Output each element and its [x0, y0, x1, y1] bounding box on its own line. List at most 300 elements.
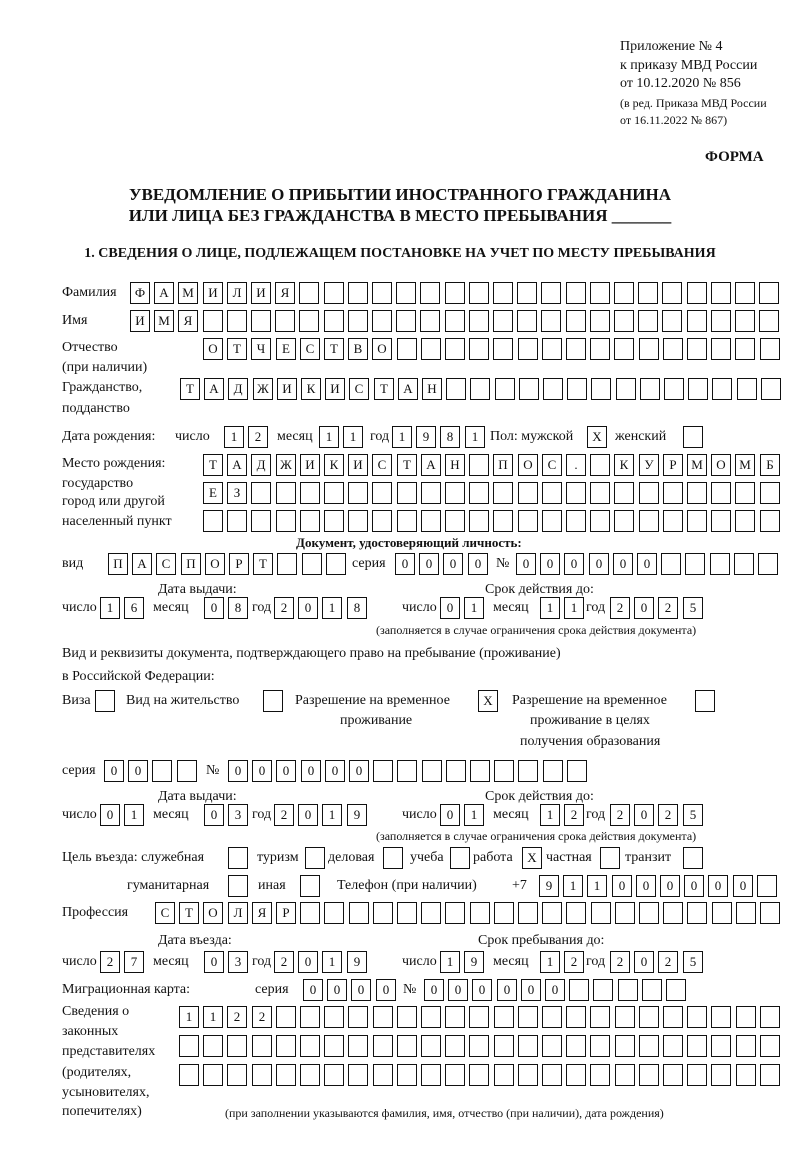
reps3-cell[interactable] — [469, 1064, 489, 1086]
id-issue-month-cell[interactable]: 8 — [228, 597, 248, 619]
profession-cell[interactable] — [300, 902, 320, 924]
profession-cell[interactable] — [663, 902, 683, 924]
reps2-cell[interactable] — [736, 1035, 756, 1057]
birth-year-cell[interactable]: 1 — [465, 426, 485, 448]
id-number-cell[interactable]: 0 — [613, 553, 633, 575]
stay-issue-day-cell[interactable]: 1 — [124, 804, 144, 826]
birth-year-cell[interactable]: 8 — [440, 426, 460, 448]
profession-cell[interactable] — [421, 902, 441, 924]
phone-cell[interactable]: 0 — [612, 875, 632, 897]
name-cell[interactable] — [541, 310, 561, 332]
reps2-cell[interactable] — [324, 1035, 344, 1057]
profession-cell[interactable] — [324, 902, 344, 924]
birth-place2-cell[interactable] — [445, 482, 465, 504]
stay-series-cell[interactable] — [177, 760, 197, 782]
reps3-cell[interactable] — [494, 1064, 514, 1086]
p-private-checkbox[interactable] — [600, 847, 620, 869]
profession-cell[interactable] — [494, 902, 514, 924]
birth-place1-cell[interactable] — [590, 454, 610, 476]
phone-cell[interactable]: 0 — [684, 875, 704, 897]
birth-place1-cell[interactable]: А — [227, 454, 247, 476]
id-issue-year-cell[interactable]: 8 — [347, 597, 367, 619]
name-cell[interactable] — [590, 310, 610, 332]
patronymic-cell[interactable] — [687, 338, 707, 360]
citizenship-cell[interactable]: И — [277, 378, 297, 400]
reps3-cell[interactable] — [373, 1064, 393, 1086]
id-kind-cell[interactable] — [277, 553, 297, 575]
birth-place1-cell[interactable]: Б — [760, 454, 780, 476]
birth-place3-cell[interactable] — [203, 510, 223, 532]
reps3-cell[interactable] — [445, 1064, 465, 1086]
name-cell[interactable] — [420, 310, 440, 332]
surname-cell[interactable] — [445, 282, 465, 304]
profession-cell[interactable] — [445, 902, 465, 924]
citizenship-cell[interactable] — [737, 378, 757, 400]
birth-place1-cell[interactable]: О — [711, 454, 731, 476]
residence-checkbox[interactable] — [263, 690, 283, 712]
mc-number-cell[interactable]: 0 — [497, 979, 517, 1001]
reps1-cell[interactable] — [276, 1006, 296, 1028]
birth-place3-cell[interactable] — [663, 510, 683, 532]
birth-place3-cell[interactable] — [735, 510, 755, 532]
p-business-checkbox[interactable] — [383, 847, 403, 869]
birth-place2-cell[interactable] — [324, 482, 344, 504]
mc-number-cell[interactable] — [642, 979, 662, 1001]
id-series-cell[interactable]: 0 — [443, 553, 463, 575]
reps3-cell[interactable] — [663, 1064, 683, 1086]
citizenship-cell[interactable]: К — [301, 378, 321, 400]
name-cell[interactable] — [299, 310, 319, 332]
birth-place2-cell[interactable] — [687, 482, 707, 504]
reps3-cell[interactable] — [179, 1064, 199, 1086]
mc-number-cell[interactable]: 0 — [424, 979, 444, 1001]
birth-place2-cell[interactable] — [348, 482, 368, 504]
birth-place2-cell[interactable] — [639, 482, 659, 504]
birth-place2-cell[interactable] — [542, 482, 562, 504]
mc-series-cell[interactable]: 0 — [351, 979, 371, 1001]
id-number-cell[interactable]: 0 — [637, 553, 657, 575]
name-cell[interactable] — [275, 310, 295, 332]
birth-place1-cell[interactable]: . — [566, 454, 586, 476]
id-issue-day-cell[interactable]: 1 — [100, 597, 120, 619]
id-valid-month-cell[interactable]: 1 — [540, 597, 560, 619]
birth-place1-cell[interactable]: Н — [445, 454, 465, 476]
reps2-cell[interactable] — [348, 1035, 368, 1057]
stay-number-cell[interactable] — [543, 760, 563, 782]
reps3-cell[interactable] — [590, 1064, 610, 1086]
p-tourism-checkbox[interactable] — [305, 847, 325, 869]
reps3-cell[interactable] — [711, 1064, 731, 1086]
birth-place2-cell[interactable] — [760, 482, 780, 504]
birth-day-cell[interactable]: 1 — [224, 426, 244, 448]
stay-series-cell[interactable]: 0 — [128, 760, 148, 782]
birth-place3-cell[interactable] — [397, 510, 417, 532]
birth-place3-cell[interactable] — [566, 510, 586, 532]
reps1-cell[interactable]: 2 — [227, 1006, 247, 1028]
birth-place1-cell[interactable]: К — [324, 454, 344, 476]
profession-cell[interactable] — [349, 902, 369, 924]
reps2-cell[interactable] — [276, 1035, 296, 1057]
citizenship-cell[interactable]: И — [325, 378, 345, 400]
reps2-cell[interactable] — [252, 1035, 272, 1057]
reps2-cell[interactable] — [760, 1035, 780, 1057]
id-number-cell[interactable] — [734, 553, 754, 575]
patronymic-cell[interactable] — [639, 338, 659, 360]
profession-cell[interactable]: О — [203, 902, 223, 924]
birth-place2-cell[interactable] — [397, 482, 417, 504]
reps1-cell[interactable] — [590, 1006, 610, 1028]
stay-valid-day-cell[interactable]: 1 — [464, 804, 484, 826]
birth-place2-cell[interactable] — [251, 482, 271, 504]
stay-issue-year-cell[interactable]: 0 — [298, 804, 318, 826]
birth-month-cell[interactable]: 1 — [319, 426, 339, 448]
surname-cell[interactable]: И — [203, 282, 223, 304]
stay-series-cell[interactable]: 0 — [104, 760, 124, 782]
surname-cell[interactable] — [299, 282, 319, 304]
name-cell[interactable]: И — [130, 310, 150, 332]
reps2-cell[interactable] — [542, 1035, 562, 1057]
mc-series-cell[interactable]: 0 — [376, 979, 396, 1001]
patronymic-cell[interactable] — [518, 338, 538, 360]
surname-cell[interactable] — [614, 282, 634, 304]
surname-cell[interactable] — [638, 282, 658, 304]
id-valid-year-cell[interactable]: 2 — [658, 597, 678, 619]
id-number-cell[interactable] — [758, 553, 778, 575]
stay-year-cell[interactable]: 2 — [610, 951, 630, 973]
birth-place1-cell[interactable]: Д — [251, 454, 271, 476]
birth-place1-cell[interactable]: И — [300, 454, 320, 476]
birth-place3-cell[interactable] — [445, 510, 465, 532]
name-cell[interactable] — [445, 310, 465, 332]
birth-place2-cell[interactable] — [372, 482, 392, 504]
reps1-cell[interactable] — [469, 1006, 489, 1028]
stay-number-cell[interactable] — [446, 760, 466, 782]
reps3-cell[interactable] — [615, 1064, 635, 1086]
birth-place2-cell[interactable]: З — [227, 482, 247, 504]
citizenship-cell[interactable]: Н — [422, 378, 442, 400]
birth-place2-cell[interactable] — [300, 482, 320, 504]
id-number-cell[interactable] — [710, 553, 730, 575]
reps3-cell[interactable] — [566, 1064, 586, 1086]
id-number-cell[interactable]: 0 — [540, 553, 560, 575]
citizenship-cell[interactable] — [664, 378, 684, 400]
entry-month-cell[interactable]: 3 — [228, 951, 248, 973]
birth-day-cell[interactable]: 2 — [248, 426, 268, 448]
reps2-cell[interactable] — [615, 1035, 635, 1057]
mc-series-cell[interactable]: 0 — [327, 979, 347, 1001]
profession-cell[interactable] — [639, 902, 659, 924]
patronymic-cell[interactable] — [421, 338, 441, 360]
reps3-cell[interactable] — [203, 1064, 223, 1086]
birth-place3-cell[interactable] — [687, 510, 707, 532]
stay-number-cell[interactable]: 0 — [276, 760, 296, 782]
birth-place1-cell[interactable]: О — [518, 454, 538, 476]
patronymic-cell[interactable] — [663, 338, 683, 360]
patronymic-cell[interactable]: Т — [227, 338, 247, 360]
name-cell[interactable] — [469, 310, 489, 332]
patronymic-cell[interactable] — [735, 338, 755, 360]
birth-place3-cell[interactable] — [493, 510, 513, 532]
citizenship-cell[interactable] — [616, 378, 636, 400]
mc-number-cell[interactable]: 0 — [545, 979, 565, 1001]
phone-cell[interactable]: 1 — [587, 875, 607, 897]
patronymic-cell[interactable]: Ч — [251, 338, 271, 360]
surname-cell[interactable]: Я — [275, 282, 295, 304]
entry-year-cell[interactable]: 9 — [347, 951, 367, 973]
p-other-checkbox[interactable] — [300, 875, 320, 897]
stay-number-cell[interactable] — [567, 760, 587, 782]
stay-month-cell[interactable]: 2 — [564, 951, 584, 973]
birth-place1-cell[interactable]: Ж — [276, 454, 296, 476]
id-valid-day-cell[interactable]: 1 — [464, 597, 484, 619]
id-number-cell[interactable] — [661, 553, 681, 575]
name-cell[interactable] — [372, 310, 392, 332]
surname-cell[interactable]: Л — [227, 282, 247, 304]
birth-place2-cell[interactable] — [711, 482, 731, 504]
birth-place3-cell[interactable] — [300, 510, 320, 532]
id-number-cell[interactable]: 0 — [589, 553, 609, 575]
reps1-cell[interactable] — [566, 1006, 586, 1028]
mc-number-cell[interactable] — [666, 979, 686, 1001]
reps1-cell[interactable] — [494, 1006, 514, 1028]
stay-valid-month-cell[interactable]: 1 — [540, 804, 560, 826]
citizenship-cell[interactable]: Д — [228, 378, 248, 400]
reps1-cell[interactable] — [736, 1006, 756, 1028]
id-issue-year-cell[interactable]: 0 — [298, 597, 318, 619]
surname-cell[interactable] — [396, 282, 416, 304]
stay-valid-year-cell[interactable]: 2 — [610, 804, 630, 826]
birth-month-cell[interactable]: 1 — [343, 426, 363, 448]
birth-place2-cell[interactable] — [614, 482, 634, 504]
stay-valid-day-cell[interactable]: 0 — [440, 804, 460, 826]
profession-cell[interactable] — [470, 902, 490, 924]
reps3-cell[interactable] — [252, 1064, 272, 1086]
profession-cell[interactable] — [615, 902, 635, 924]
stay-valid-year-cell[interactable]: 0 — [634, 804, 654, 826]
birth-place3-cell[interactable] — [227, 510, 247, 532]
patronymic-cell[interactable] — [542, 338, 562, 360]
reps1-cell[interactable]: 1 — [179, 1006, 199, 1028]
surname-cell[interactable]: М — [178, 282, 198, 304]
birth-place2-cell[interactable] — [566, 482, 586, 504]
profession-cell[interactable] — [591, 902, 611, 924]
id-series-cell[interactable]: 0 — [395, 553, 415, 575]
birth-place3-cell[interactable] — [276, 510, 296, 532]
reps2-cell[interactable] — [566, 1035, 586, 1057]
stay-year-cell[interactable]: 2 — [658, 951, 678, 973]
citizenship-cell[interactable] — [519, 378, 539, 400]
profession-cell[interactable] — [712, 902, 732, 924]
reps3-cell[interactable] — [324, 1064, 344, 1086]
reps2-cell[interactable] — [421, 1035, 441, 1057]
id-kind-cell[interactable]: П — [108, 553, 128, 575]
stay-issue-day-cell[interactable]: 0 — [100, 804, 120, 826]
surname-cell[interactable] — [493, 282, 513, 304]
stay-day-cell[interactable]: 9 — [464, 951, 484, 973]
citizenship-cell[interactable] — [543, 378, 563, 400]
patronymic-cell[interactable]: О — [203, 338, 223, 360]
stay-valid-month-cell[interactable]: 2 — [564, 804, 584, 826]
visa-checkbox[interactable] — [95, 690, 115, 712]
reps1-cell[interactable] — [711, 1006, 731, 1028]
stay-number-cell[interactable]: 0 — [349, 760, 369, 782]
reps2-cell[interactable] — [373, 1035, 393, 1057]
stay-issue-year-cell[interactable]: 2 — [274, 804, 294, 826]
profession-cell[interactable]: Р — [276, 902, 296, 924]
reps3-cell[interactable] — [760, 1064, 780, 1086]
entry-year-cell[interactable]: 0 — [298, 951, 318, 973]
birth-place3-cell[interactable] — [639, 510, 659, 532]
birth-place2-cell[interactable]: Е — [203, 482, 223, 504]
birth-place2-cell[interactable] — [469, 482, 489, 504]
birth-place3-cell[interactable] — [518, 510, 538, 532]
citizenship-cell[interactable] — [567, 378, 587, 400]
name-cell[interactable] — [493, 310, 513, 332]
citizenship-cell[interactable] — [470, 378, 490, 400]
patronymic-cell[interactable] — [614, 338, 634, 360]
surname-cell[interactable] — [324, 282, 344, 304]
reps2-cell[interactable] — [445, 1035, 465, 1057]
profession-cell[interactable]: Т — [179, 902, 199, 924]
id-kind-cell[interactable]: О — [205, 553, 225, 575]
mc-number-cell[interactable]: 0 — [472, 979, 492, 1001]
id-number-cell[interactable] — [685, 553, 705, 575]
entry-year-cell[interactable]: 2 — [274, 951, 294, 973]
birth-place3-cell[interactable] — [614, 510, 634, 532]
reps3-cell[interactable] — [397, 1064, 417, 1086]
name-cell[interactable] — [711, 310, 731, 332]
temp-res-checkbox[interactable]: X — [478, 690, 498, 712]
phone-cell[interactable]: 0 — [660, 875, 680, 897]
stay-number-cell[interactable]: 0 — [325, 760, 345, 782]
reps2-cell[interactable] — [590, 1035, 610, 1057]
reps2-cell[interactable] — [494, 1035, 514, 1057]
birth-place1-cell[interactable]: А — [421, 454, 441, 476]
profession-cell[interactable] — [687, 902, 707, 924]
surname-cell[interactable] — [735, 282, 755, 304]
reps2-cell[interactable] — [227, 1035, 247, 1057]
id-valid-month-cell[interactable]: 1 — [564, 597, 584, 619]
stay-number-cell[interactable] — [373, 760, 393, 782]
birth-place2-cell[interactable] — [493, 482, 513, 504]
mc-number-cell[interactable] — [618, 979, 638, 1001]
name-cell[interactable] — [517, 310, 537, 332]
patronymic-cell[interactable]: С — [300, 338, 320, 360]
entry-month-cell[interactable]: 0 — [204, 951, 224, 973]
id-issue-year-cell[interactable]: 2 — [274, 597, 294, 619]
mc-series-cell[interactable]: 0 — [303, 979, 323, 1001]
birth-place3-cell[interactable] — [542, 510, 562, 532]
birth-place3-cell[interactable] — [421, 510, 441, 532]
id-kind-cell[interactable] — [302, 553, 322, 575]
birth-place1-cell[interactable]: Т — [397, 454, 417, 476]
id-kind-cell[interactable]: Т — [253, 553, 273, 575]
p-transit-checkbox[interactable] — [683, 847, 703, 869]
id-series-cell[interactable]: 0 — [419, 553, 439, 575]
citizenship-cell[interactable]: А — [398, 378, 418, 400]
stay-number-cell[interactable]: 0 — [228, 760, 248, 782]
id-kind-cell[interactable]: Р — [229, 553, 249, 575]
id-kind-cell[interactable]: П — [181, 553, 201, 575]
profession-cell[interactable] — [736, 902, 756, 924]
id-kind-cell[interactable]: А — [132, 553, 152, 575]
id-valid-year-cell[interactable]: 0 — [634, 597, 654, 619]
birth-place2-cell[interactable] — [590, 482, 610, 504]
reps1-cell[interactable] — [687, 1006, 707, 1028]
surname-cell[interactable]: А — [154, 282, 174, 304]
citizenship-cell[interactable]: С — [349, 378, 369, 400]
reps1-cell[interactable] — [421, 1006, 441, 1028]
reps2-cell[interactable] — [663, 1035, 683, 1057]
name-cell[interactable] — [324, 310, 344, 332]
profession-cell[interactable]: С — [155, 902, 175, 924]
reps2-cell[interactable] — [639, 1035, 659, 1057]
birth-place1-cell[interactable]: С — [542, 454, 562, 476]
surname-cell[interactable] — [420, 282, 440, 304]
patronymic-cell[interactable] — [590, 338, 610, 360]
patronymic-cell[interactable]: О — [372, 338, 392, 360]
name-cell[interactable] — [251, 310, 271, 332]
phone-cell[interactable]: 0 — [636, 875, 656, 897]
reps2-cell[interactable] — [179, 1035, 199, 1057]
patronymic-cell[interactable] — [469, 338, 489, 360]
birth-place1-cell[interactable]: С — [372, 454, 392, 476]
citizenship-cell[interactable] — [446, 378, 466, 400]
id-series-cell[interactable]: 0 — [468, 553, 488, 575]
name-cell[interactable] — [759, 310, 779, 332]
surname-cell[interactable]: И — [251, 282, 271, 304]
stay-number-cell[interactable] — [397, 760, 417, 782]
reps1-cell[interactable] — [518, 1006, 538, 1028]
birth-place1-cell[interactable]: Р — [663, 454, 683, 476]
stay-issue-year-cell[interactable]: 9 — [347, 804, 367, 826]
birth-place3-cell[interactable] — [324, 510, 344, 532]
name-cell[interactable]: М — [154, 310, 174, 332]
surname-cell[interactable] — [759, 282, 779, 304]
surname-cell[interactable] — [566, 282, 586, 304]
citizenship-cell[interactable]: Т — [180, 378, 200, 400]
reps2-cell[interactable] — [687, 1035, 707, 1057]
reps2-cell[interactable] — [300, 1035, 320, 1057]
reps1-cell[interactable] — [445, 1006, 465, 1028]
reps3-cell[interactable] — [276, 1064, 296, 1086]
birth-place2-cell[interactable] — [421, 482, 441, 504]
p-humanitarian-checkbox[interactable] — [228, 875, 248, 897]
reps3-cell[interactable] — [687, 1064, 707, 1086]
reps1-cell[interactable] — [324, 1006, 344, 1028]
reps1-cell[interactable] — [663, 1006, 683, 1028]
phone-cell[interactable]: 0 — [733, 875, 753, 897]
citizenship-cell[interactable] — [640, 378, 660, 400]
patronymic-cell[interactable] — [397, 338, 417, 360]
stay-issue-month-cell[interactable]: 0 — [204, 804, 224, 826]
id-valid-year-cell[interactable]: 2 — [610, 597, 630, 619]
id-issue-month-cell[interactable]: 0 — [204, 597, 224, 619]
citizenship-cell[interactable] — [688, 378, 708, 400]
id-issue-day-cell[interactable]: 6 — [124, 597, 144, 619]
id-kind-cell[interactable]: С — [156, 553, 176, 575]
stay-valid-year-cell[interactable]: 2 — [658, 804, 678, 826]
birth-place2-cell[interactable] — [735, 482, 755, 504]
reps1-cell[interactable] — [373, 1006, 393, 1028]
mc-number-cell[interactable]: 0 — [448, 979, 468, 1001]
name-cell[interactable] — [662, 310, 682, 332]
name-cell[interactable]: Я — [178, 310, 198, 332]
birth-place3-cell[interactable] — [372, 510, 392, 532]
reps1-cell[interactable] — [300, 1006, 320, 1028]
entry-year-cell[interactable]: 1 — [322, 951, 342, 973]
stay-issue-year-cell[interactable]: 1 — [322, 804, 342, 826]
